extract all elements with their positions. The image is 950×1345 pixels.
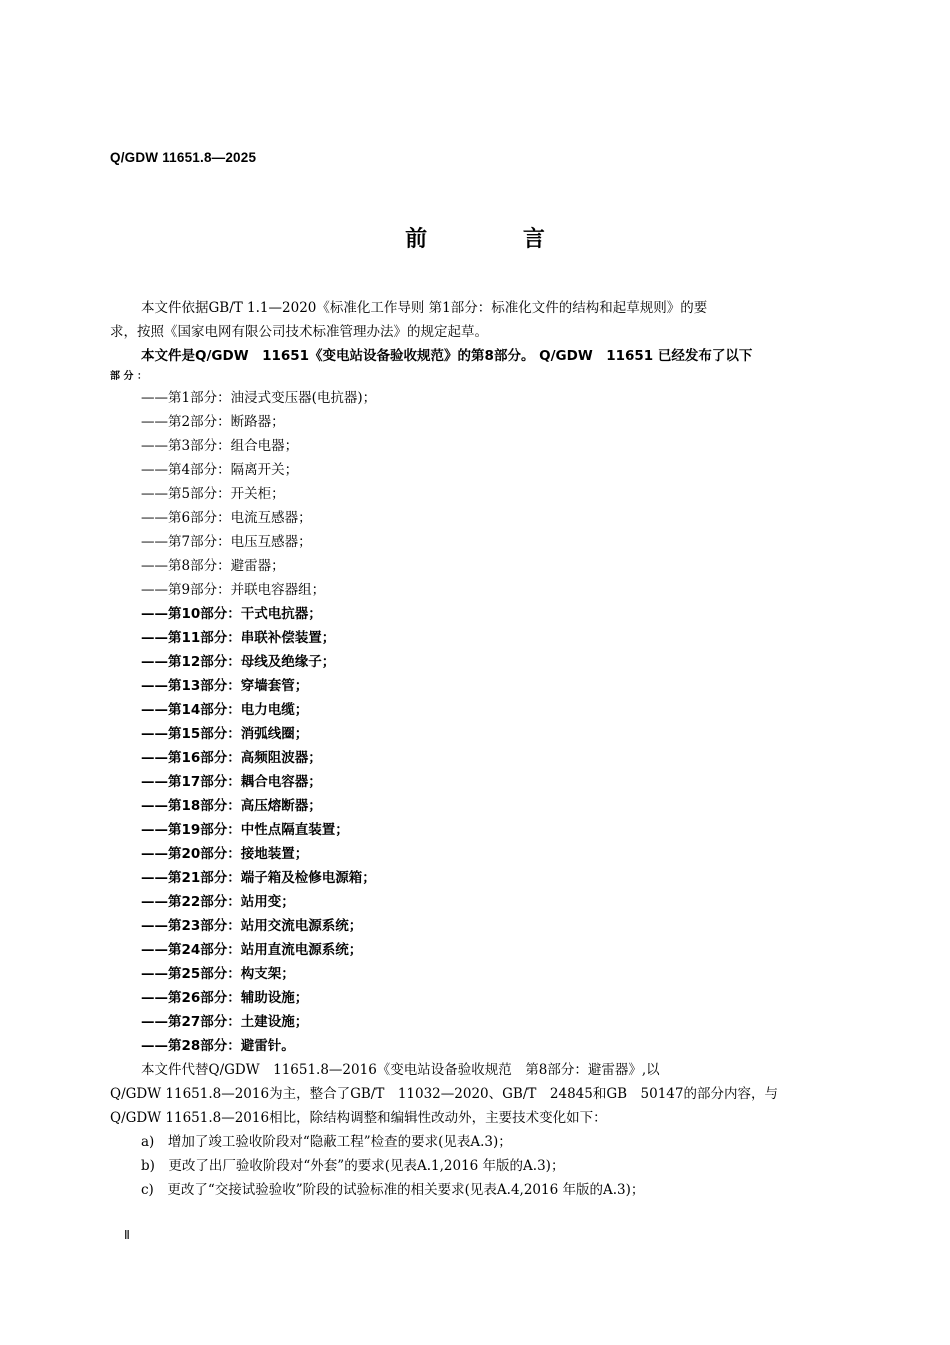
- list-item: ——第2部分：断路器；: [141, 414, 285, 430]
- list-item: ——第9部分：并联电容器组；: [141, 582, 326, 598]
- list-item: ——第24部分：站用直流电源系统；: [141, 942, 363, 958]
- list-item: ——第25部分：构支架；: [141, 966, 295, 982]
- list-item: ——第8部分：避雷器；: [141, 558, 285, 574]
- list-item: ——第17部分：耦合电容器；: [141, 774, 322, 790]
- list-item: ——第15部分：消弧线圈；: [141, 726, 309, 742]
- document-code: Q/GDW 11651.8—2025: [110, 150, 257, 165]
- list-item: ——第22部分：站用变；: [141, 894, 295, 910]
- paragraph-line: 本文件代替Q/GDW 11651.8—2016《变电站设备验收规范 第8部分：避雷器》,以: [141, 1062, 660, 1078]
- list-item: ——第5部分：开关柜；: [141, 486, 285, 502]
- page-title: 前 言: [405, 227, 589, 252]
- list-item: ——第14部分：电力电缆；: [141, 702, 309, 718]
- list-item: ——第10部分：干式电抗器；: [141, 606, 322, 622]
- document-body: [110, 296, 830, 1202]
- paragraph-line: Q/GDW 11651.8—2016为主，整合了GB/T 11032—2020、GB/T 24845和GB 50147的部分内容，与: [110, 1086, 778, 1102]
- list-item: c) 更改了“交接试验验收”阶段的试验标准的相关要求(见表A.4,2016 年版的A.3)；: [141, 1182, 645, 1198]
- changes-list: [110, 1130, 830, 1202]
- list-item: ——第21部分：端子箱及检修电源箱；: [141, 870, 376, 886]
- list-item: ——第19部分：中性点隔直装置；: [141, 822, 349, 838]
- list-item: ——第12部分：母线及绝缘子；: [141, 654, 336, 670]
- list-item: ——第1部分：油浸式变压器(电抗器)；: [141, 390, 377, 406]
- paragraph-line: 部 分 ：: [110, 371, 147, 382]
- list-item: ——第13部分：穿墙套管；: [141, 678, 309, 694]
- list-item: ——第7部分：电压互感器；: [141, 534, 312, 550]
- paragraph-line: 本文件依据GB/T 1.1—2020《标准化工作导则 第1部分：标准化文件的结构和起草规则》的要: [141, 300, 708, 316]
- list-item: ——第3部分：组合电器；: [141, 438, 299, 454]
- list-item: ——第6部分：电流互感器；: [141, 510, 312, 526]
- paragraph-line: Q/GDW 11651.8—2016相比，除结构调整和编辑性改动外，主要技术变化如下：: [110, 1110, 607, 1126]
- list-item: ——第20部分：接地装置；: [141, 846, 309, 862]
- list-item: ——第4部分：隔离开关；: [141, 462, 299, 478]
- list-item: b) 更改了出厂验收阶段对“外套”的要求(见表A.1,2016 年版的A.3)；: [141, 1158, 565, 1174]
- list-item: ——第23部分：站用交流电源系统；: [141, 918, 363, 934]
- paragraph-line: 求，按照《国家电网有限公司技术标准管理办法》的规定起草。: [110, 324, 488, 340]
- list-item: ——第16部分：高频阻波器；: [141, 750, 322, 766]
- list-item: ——第26部分：辅助设施；: [141, 990, 309, 1006]
- list-item: ——第27部分：土建设施；: [141, 1014, 309, 1030]
- list-item: ——第28部分：避雷针。: [141, 1038, 295, 1054]
- parts-list: [110, 386, 830, 1058]
- paragraph-line: 本文件是Q/GDW 11651《变电站设备验收规范》的第8部分。 Q/GDW 11651 已经发布了以下: [141, 348, 753, 364]
- list-item: ——第18部分：高压熔断器；: [141, 798, 322, 814]
- list-item: a) 增加了竣工验收阶段对“隐蔽工程”检查的要求(见表A.3)；: [141, 1134, 512, 1150]
- page-number: Ⅱ: [124, 1228, 130, 1242]
- list-item: ——第11部分：串联补偿装置；: [141, 630, 336, 646]
